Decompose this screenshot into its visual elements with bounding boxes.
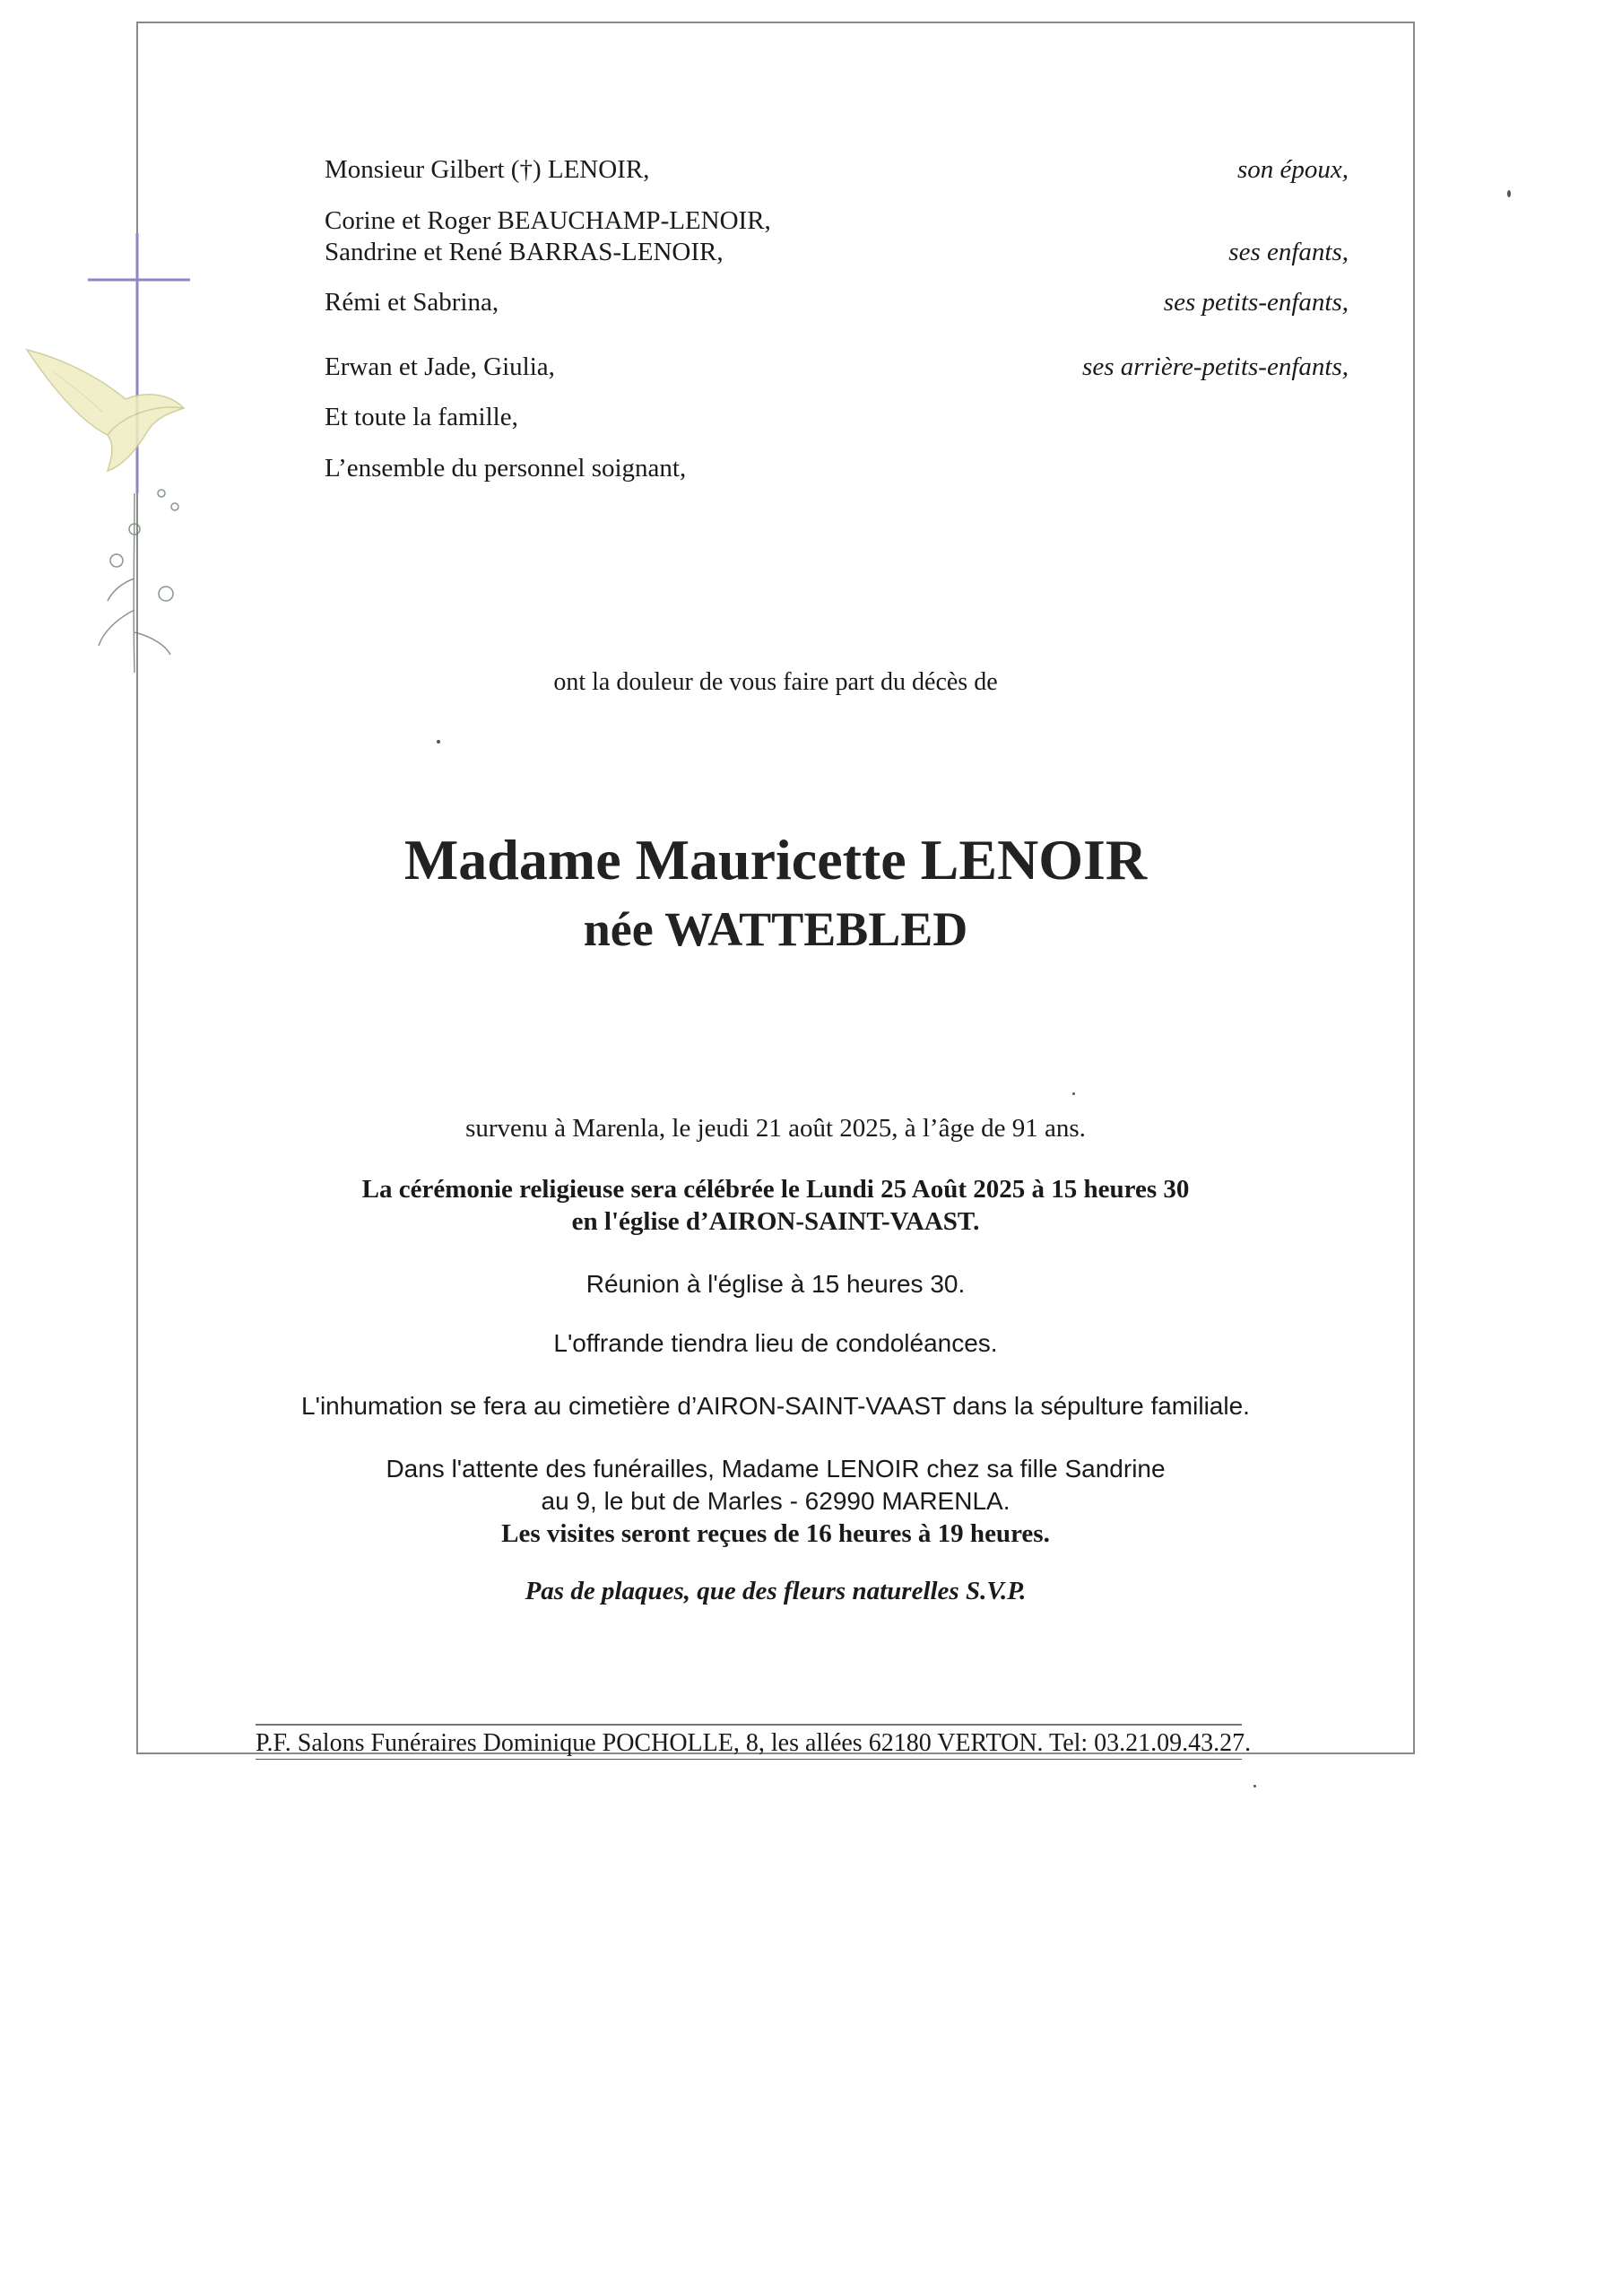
family-name: Monsieur Gilbert (†) LENOIR, <box>325 155 650 184</box>
scan-speck <box>437 740 440 744</box>
footer-underline <box>256 1759 1242 1760</box>
footer-rule <box>256 1724 1242 1726</box>
dove-icon <box>27 350 184 471</box>
family-relation: son époux, <box>1236 155 1349 184</box>
family-name: Corine et Roger BEAUCHAMP-LENOIR, <box>325 206 771 235</box>
family-relation: ses arrière-petits-enfants, <box>1082 352 1349 381</box>
deceased-name: Madame Mauricette LENOIR <box>403 828 1148 891</box>
family-relation: ses petits-enfants, <box>1163 288 1349 317</box>
family-relation: ses enfants, <box>1228 238 1349 266</box>
ceremony-line-1: La cérémonie religieuse sera célébrée le Lundi 25 Août 2025 à 15 heures 30 <box>361 1175 1190 1204</box>
family-name: Rémi et Sabrina, <box>325 288 499 317</box>
burial-notice: L'inhumation se fera au cimetière d’AIRON-SAINT-VAAST dans la sépulture familiale. <box>301 1392 1250 1420</box>
cross-dove-ornament <box>0 224 206 691</box>
announcement-intro: ont la douleur de vous faire part du décès de <box>553 668 998 696</box>
wake-line-2: au 9, le but de Marles - 62990 MARENLA. <box>541 1487 1010 1515</box>
family-name: Et toute la famille, <box>325 403 518 431</box>
flowers-notice: Pas de plaques, que des fleurs naturelles S.V.P. <box>525 1577 1027 1605</box>
funeral-home-footer: P.F. Salons Funéraires Dominique POCHOLLE, 8, les allées 62180 VERTON. Tel: 03.21.09.43.27. <box>256 1729 1252 1757</box>
death-notice: survenu à Marenla, le jeudi 21 août 2025, à l’âge de 91 ans. <box>465 1114 1086 1143</box>
wake-line-1: Dans l'attente des funérailles, Madame LENOIR chez sa fille Sandrine <box>386 1455 1166 1483</box>
family-name: Erwan et Jade, Giulia, <box>325 352 555 381</box>
flower-sprig-icon <box>99 490 178 673</box>
family-name: Sandrine et René BARRAS-LENOIR, <box>325 238 724 266</box>
scan-speck <box>1507 190 1511 197</box>
scan-speck <box>1072 1092 1075 1095</box>
offering-notice: L'offrande tiendra lieu de condoléances. <box>553 1329 998 1357</box>
deceased-birth-name: née WATTEBLED <box>583 902 968 956</box>
ceremony-line-2: en l'église d’AIRON-SAINT-VAAST. <box>571 1207 980 1236</box>
family-name: L’ensemble du personnel soignant, <box>325 454 687 483</box>
visits-notice: Les visites seront reçues de 16 heures à 19 heures. <box>501 1519 1050 1548</box>
scan-speck <box>1253 1785 1256 1787</box>
reunion-notice: Réunion à l'église à 15 heures 30. <box>585 1270 966 1298</box>
